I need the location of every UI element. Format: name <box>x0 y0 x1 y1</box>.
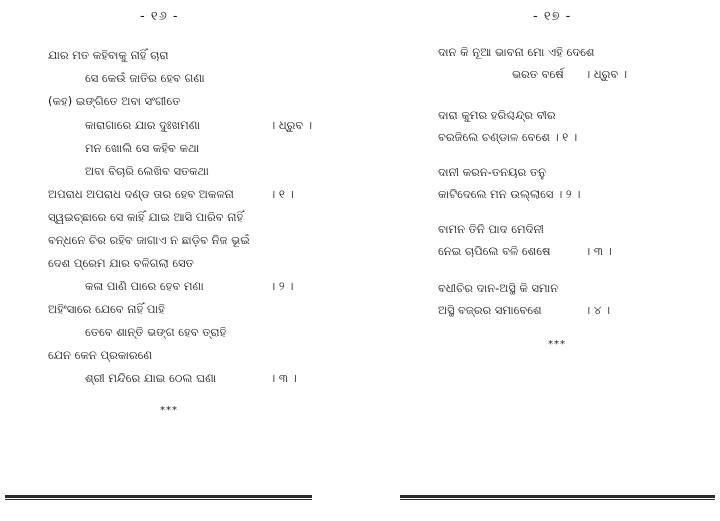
verse-line: ସ୍ୱଇଚ୍ଛାରେ ସେ କାହିଁ ଯାଇ ଆସି ପାରିବ ନାହିଁ <box>48 210 244 224</box>
verse-line: ବାମନ ତିନି ପାଦ ମେଦିନୀ <box>438 222 544 236</box>
verse-line: ଦାରା କୁମର ହରିଶ୍ଚନ୍ଦ୍ର ବୀର <box>438 108 556 122</box>
page-number: - ୧୬ - <box>140 9 179 24</box>
verse-line: କଳା ପାଣି ପାରେ ହେବ ମଣା <box>85 279 204 293</box>
verse-line: ଦେଶ ପ୍ରେମ ଯାର ବଳିଗଲା ସେତ <box>48 256 194 270</box>
verse-line: ବଧୀଚିର ଦାନ-ଅସ୍ଥି କି ସମାନ <box>438 281 559 295</box>
verse-line: ଅହିଂସାରେ ଯେବେ ନାହିଁ ପାହି <box>48 302 165 316</box>
footer-rule <box>5 495 312 501</box>
verse-line: ଶ୍ରୀ ମନ୍ଦିରେ ଯାଇ ଠେଲ ଘଣା <box>85 371 217 385</box>
verse-line: ନେଇ ଚାପିଲେ ବଳି ଶେଷେ <box>438 244 551 258</box>
verse-line: ଅସ୍ଥି ବଜ୍ରର ସମାବେଶେ <box>438 303 542 317</box>
verse-line: ତେବେ ଶାନ୍ତି ଭଙ୍ଗ ହେବ ତ୍ରାହି <box>85 325 227 339</box>
end-mark: *** <box>160 405 178 416</box>
verse-line: କାଟିଦେଲେ ମନ ଉଲ୍ଲାସେ । ୨ । <box>438 187 581 201</box>
end-mark: *** <box>548 339 566 350</box>
verse-line: ଯାର ମତ କହିବାକୁ ନାହିଁ ଚାରା <box>48 48 169 62</box>
verse-line: ଦାନୀ କରନ-ତନୟର ତନୁ <box>438 165 547 179</box>
verse-line: ଦାନ କି ନୂଆ ଭାବନା ମୋ ଏହି ଦେଶେ <box>438 45 595 59</box>
verse-line: ସେ କେଉଁ ଜାତିର ହେବ ଗଣା <box>85 71 205 85</box>
stanza-number: । ୧ । <box>270 187 294 201</box>
verse-line: ବନ୍ଧନେ ଚିର ରହିବ ଜାଗାଏ ନ ଛାଡ଼ିବ ନିଜ ଭୂଇଁ <box>48 233 250 247</box>
verse-line: ଯେନ କେନ ପ୍ରକାରଣେ <box>48 348 153 362</box>
page-number: - ୧୭ - <box>533 9 572 24</box>
stanza-number: । ୪ । <box>585 303 611 317</box>
verse-line: ଅପରାଧ ଅପରାଧ ଦଣ୍ଡ ତାର ହେବ ଅକଳନା <box>48 187 234 201</box>
stanza-number: । ୨ । <box>270 279 294 293</box>
left-page <box>0 0 340 521</box>
stanza-number: । ୩ । <box>585 244 612 258</box>
right-page <box>370 0 720 521</box>
refrain-mark: । ଧ୍ରୁବ । <box>270 118 313 132</box>
verse-line: ଅବା ବିଚାରି ଲେଖିବ ସତକଥା <box>85 164 209 178</box>
refrain-mark: । ଧ୍ରୁବ । <box>585 67 628 81</box>
verse-line: ଭରତ ବର୍ଷେ <box>512 67 564 81</box>
verse-line: କାରାଗାରେ ଯାର ଦୁଃଖମଣା <box>85 118 201 132</box>
verse-line: ମନ ଖୋଲି ସେ କହିବ କଥା <box>85 141 200 155</box>
verse-line: (କହ) ଇଙ୍ଗିତେ ଅବା ସଂଗୀତେ <box>48 94 181 108</box>
footer-rule <box>400 495 715 501</box>
stanza-number: । ୩ । <box>270 371 297 385</box>
verse-line: ବରଜିଲେ ଚଣ୍ଡାଳ ବେଶେ । ୧ । <box>438 130 578 144</box>
